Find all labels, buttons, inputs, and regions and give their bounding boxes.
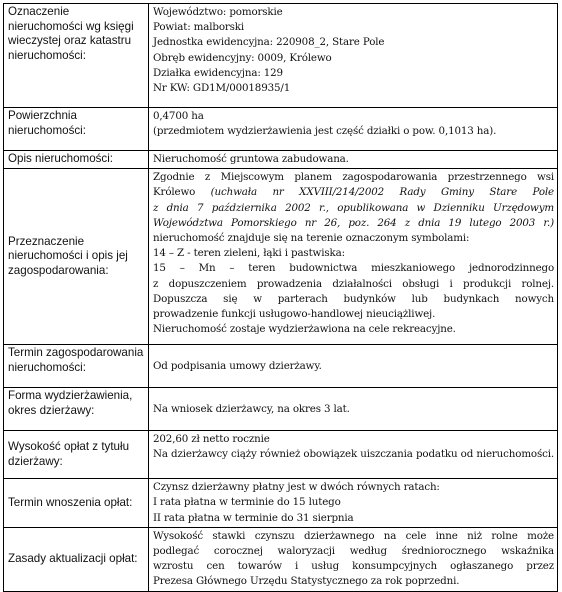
purpose-line-1: Zgodnie z Miejscowym planem zagospodarowania przestrzennego wsi bbox=[153, 171, 554, 184]
fee-update-line-3: wzrostu cen towarów i usług konsumpcyjnych ogłaszanego przez bbox=[153, 560, 554, 573]
description-value: Nieruchomość gruntowa zabudowana. bbox=[149, 151, 558, 169]
purpose-label: Przeznaczenie nieruchomości i opis jej zagospodarowania: bbox=[4, 169, 149, 345]
development-deadline-label: Termin zagospodarowania nieruchomości: bbox=[4, 345, 149, 388]
purpose-village: Królewo bbox=[153, 186, 196, 199]
purpose-line-11: Nieruchomość zostaje wydzierżawiona na cele rekreacyjne. bbox=[153, 323, 456, 336]
area-hectares: 0,4700 ha bbox=[153, 110, 204, 122]
registry-unit-line: Jednostka ewidencyjna: 220908_2, Stare Pole bbox=[153, 36, 385, 49]
table-row-purpose bbox=[4, 169, 558, 345]
fees-tax-note: Na dzierżawcy ciąży również obowiązek uiszczania podatku od nieruchomości. bbox=[153, 448, 554, 461]
purpose-line-6: 14 – Z - teren zieleni, łąki i pastwiska: bbox=[153, 247, 345, 260]
description-label: Opis nieruchomości: bbox=[4, 151, 149, 169]
fee-update-line-1: Wysokość stawki czynszu dzierżawnego na cele inne niż rolne może bbox=[153, 529, 554, 542]
payment-rate-1: I rata płatna w terminie do 15 lutego bbox=[153, 496, 341, 509]
lease-form-label: Forma wydzierżawienia, okres dzierżawy: bbox=[4, 388, 149, 431]
fee-update-value bbox=[149, 527, 558, 591]
purpose-line-8: z dopuszczeniem prowadzenia działalności obsługi i produkcji rolnej. bbox=[153, 277, 554, 290]
purpose-line-2 bbox=[153, 185, 554, 200]
fees-amount: 202,60 zł netto rocznie bbox=[153, 433, 270, 446]
purpose-line-5: nieruchomość znajduje się na terenie oznaczonym symbolami: bbox=[153, 232, 470, 245]
county-line: Powiat: malborski bbox=[153, 21, 245, 34]
purpose-line-4: Województwa Pomorskiego nr 26, poz. 264 z dnia 19 lutego 2003 r.) bbox=[153, 216, 554, 229]
payment-deadline-label: Termin wnoszenia opłat: bbox=[4, 479, 149, 528]
purpose-line-10: prowadzenie funkcji usługowo-handlowej nieuciążliwej. bbox=[153, 308, 436, 321]
table-row-area bbox=[4, 108, 558, 151]
development-deadline-value: Od podpisania umowy dzierżawy. bbox=[149, 345, 558, 388]
purpose-line-3: z dnia 7 października 2002 r., opublikowana w Dzienniku Urzędowym bbox=[153, 201, 554, 214]
fee-update-label: Zasady aktualizacji opłat: bbox=[4, 527, 149, 591]
table-row-development-deadline bbox=[4, 345, 558, 388]
purpose-line-9: Dopuszcza się w parterach budynków lub budynkach nowych bbox=[153, 292, 554, 305]
table-row-fee-update bbox=[4, 527, 558, 591]
purpose-line-7: 15 – Mn – teren budownictwa mieszkaniowego jednorodzinnego bbox=[153, 262, 554, 275]
table-row-fees bbox=[4, 431, 558, 479]
table-row-lease-form bbox=[4, 388, 558, 431]
table-row-payment-deadline bbox=[4, 479, 558, 528]
property-lease-table bbox=[3, 3, 558, 592]
payment-rates-intro: Czynsz dzierżawny płatny jest w dwóch równych ratach: bbox=[153, 481, 440, 494]
fee-update-line-4: Prezesa Głównego Urzędu Statystycznego za rok poprzedni. bbox=[153, 575, 460, 588]
voivodeship-line: Województwo: pomorskie bbox=[153, 6, 283, 18]
payment-rate-2: II rata płatna w terminie do 31 sierpnia bbox=[153, 511, 354, 524]
area-lease-part: (przedmiotem wydzierżawienia jest część działki o pow. 0,1013 ha). bbox=[153, 125, 497, 138]
property-designation-label: Oznaczenie nieruchomości wg księgi wieczystej oraz katastru nieruchomości: bbox=[4, 4, 149, 108]
payment-deadline-value bbox=[149, 479, 558, 528]
parcel-line: Działka ewidencyjna: 129 bbox=[153, 66, 283, 79]
registry-precinct-line: Obręb ewidencyjny: 0009, Królewo bbox=[153, 51, 332, 64]
area-value bbox=[149, 108, 558, 151]
fees-value bbox=[149, 431, 558, 479]
lease-form-value: Na wniosek dzierżawcy, na okres 3 lat. bbox=[149, 388, 558, 431]
area-label: Powierzchnia nieruchomości: bbox=[4, 108, 149, 151]
table-row-property-designation bbox=[4, 4, 558, 108]
fee-update-line-2: podlegać corocznej waloryzacji według średniorocznego wskaźnika bbox=[153, 545, 554, 558]
fees-label: Wysokość opłat z tytułu dzierżawy: bbox=[4, 431, 149, 479]
land-register-line: Nr KW: GD1M/00018935/1 bbox=[153, 82, 291, 95]
purpose-value bbox=[149, 169, 558, 345]
purpose-resolution: (uchwała nr XXVIII/214/2002 Rady Gminy Stare Pole bbox=[210, 186, 554, 199]
property-designation-value bbox=[149, 4, 558, 108]
table-row-description bbox=[4, 151, 558, 169]
